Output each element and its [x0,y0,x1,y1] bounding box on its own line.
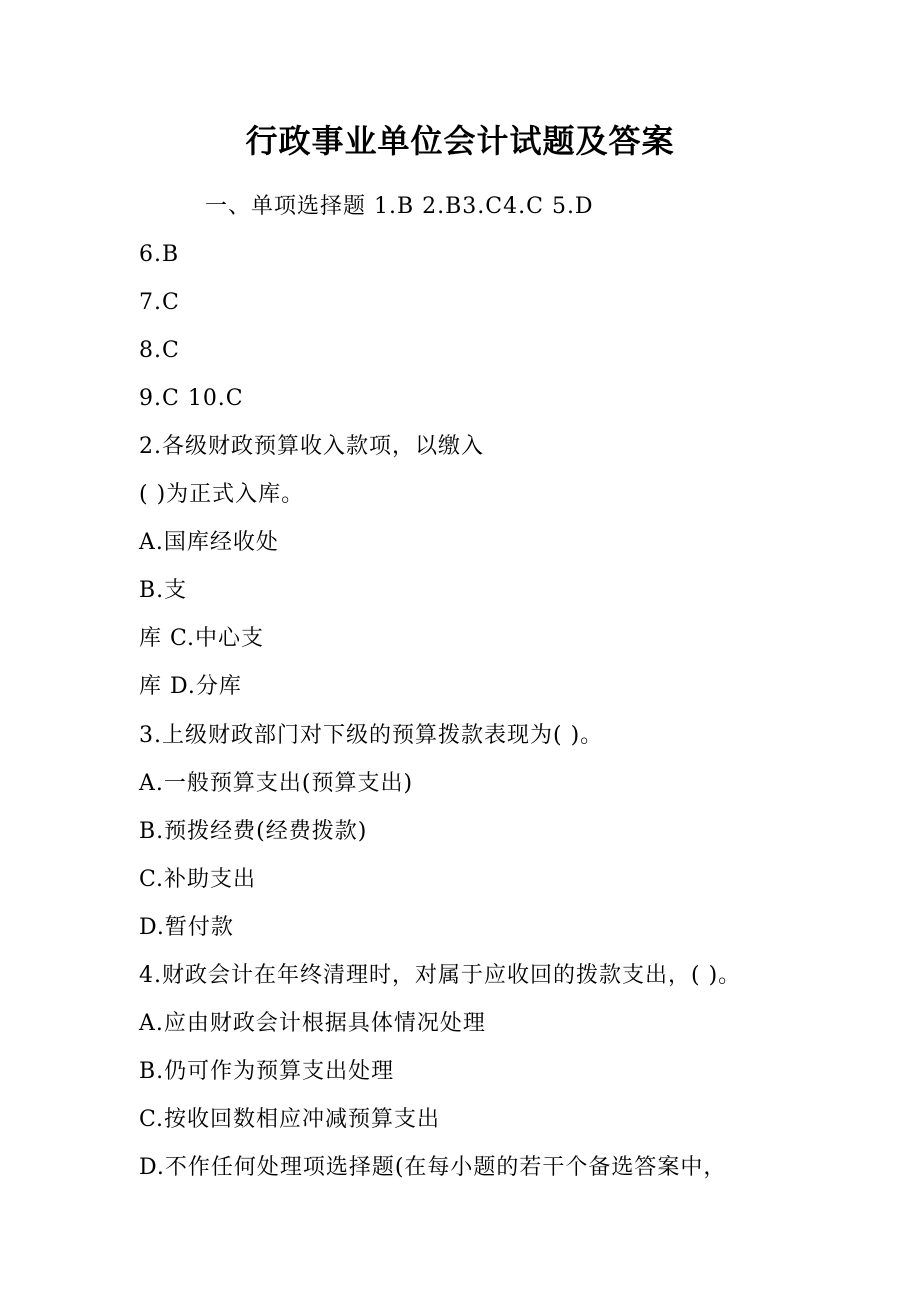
answer-line: 7.C [139,290,180,315]
option-b: B.预拨经费(经费拨款) [139,819,368,844]
option-b: B.支 [139,578,188,603]
option-a: A.应由财政会计根据具体情况处理 [139,1011,486,1036]
option-c: C.补助支出 [139,867,257,892]
option-b: B.仍可作为预算支出处理 [139,1059,395,1084]
option-a: A.一般预算支出(预算支出) [139,771,414,796]
section-heading-answers: 一、单项选择题 1.B 2.B3.C4.C 5.D [205,194,594,219]
option-d: D.暂付款 [139,915,234,940]
question-3: 3.上级财政部门对下级的预算拨款表现为( )。 [139,723,604,748]
option-a: A.国库经收处 [139,530,279,555]
document-title: 行政事业单位会计试题及答案 [245,122,675,160]
answer-line: 6.B [139,242,180,267]
question-2-cont: ( )为正式入库。 [139,482,305,507]
option-c: C.按收回数相应冲减预算支出 [139,1107,441,1132]
option-d: 库 D.分库 [139,674,242,699]
question-4: 4.财政会计在年终清理时，对属于应收回的拨款支出，( )。 [139,963,742,988]
answer-line: 9.C 10.C [139,386,244,411]
option-d: D.不作任何处理项选择题(在每小题的若干个备选答案中， [139,1155,727,1180]
option-c: 库 C.中心支 [139,626,265,651]
question-2: 2.各级财政预算收入款项，以缴入 [139,434,484,459]
answer-line: 8.C [139,338,180,363]
